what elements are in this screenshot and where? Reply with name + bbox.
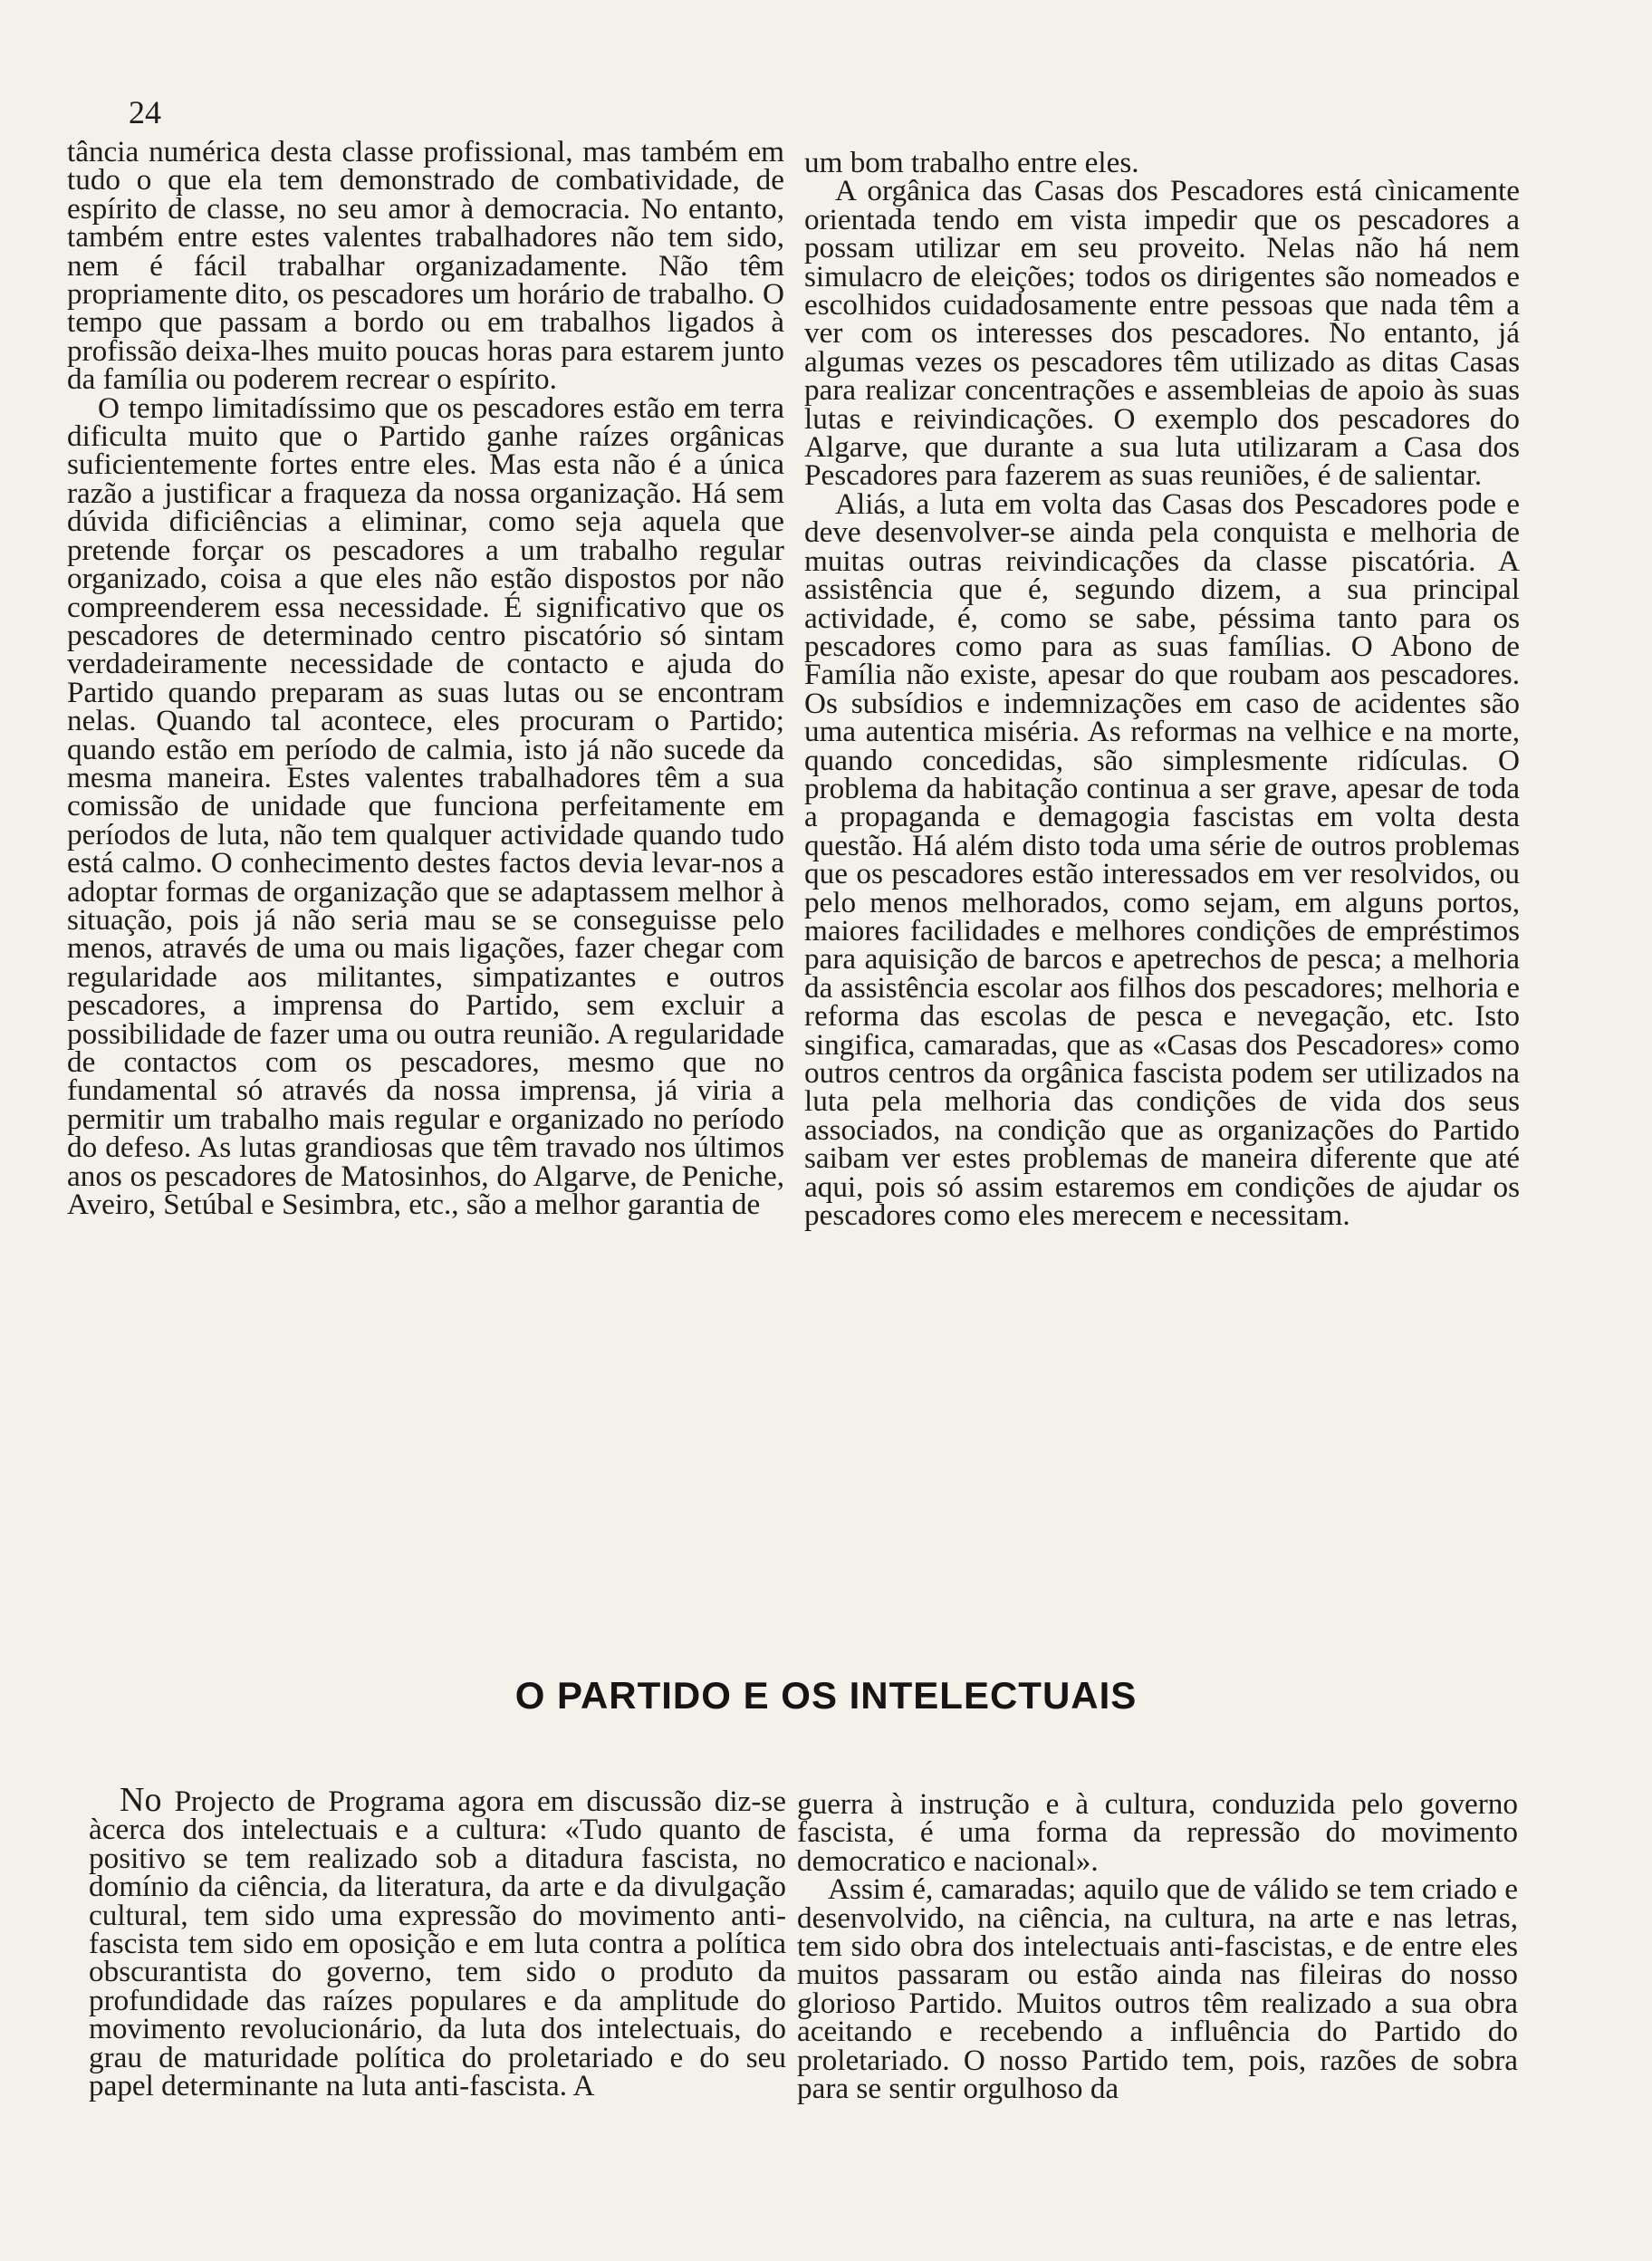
paragraph: A orgânica das Casas dos Pescadores está cìnicamente orientada tendo em vista impedir que os pescadores a possam utilizar em seu proveito. Nelas não há nem simulacro de eleições; todos os dirigentes são nomeados e escolhidos cuidadosamente entre pessoas que nada têm a ver com os interesses dos pescadores. No entanto, já algumas vezes os pescadores têm utilizado as ditas Casas para realizar concentrações e assembleias de apoio às suas lutas e reivindicações. O exemplo dos pescadores do Algarve, que durante a sua luta utilizaram a Casa dos Pescadores para fazerem as suas reuniões, é de salientar. [804, 174, 1520, 493]
paragraph: Assim é, camaradas; aquilo que de válido se tem criado e desenvolvido, na ciência, na cultura, na arte e nas letras, tem sido obra dos intelectuais anti-fascistas, e de entre eles muitos passaram ou estão ainda nas fileiras do nosso glorioso Partido. Muitos outros têm realizado a sua obra aceitando e recebendo a influência do Partido do proletariado. O nosso Partido tem, pois, razões de sobra para se sentir orgulhoso da [797, 1872, 1518, 2106]
page-number: 24 [129, 94, 161, 130]
column-top-left [67, 135, 784, 1222]
paragraph: um bom trabalho entre eles. [804, 146, 1139, 179]
paragraph-text: Projecto de Programa agora em discussão diz-se àcerca dos intelectuais e a cultura: «Tudo quanto de positivo se tem realizado sob a ditadura fascista, no domínio da ciência, da literatura, da arte e da divulgação cultural, tem sido uma expressão do movimento anti-fascista tem sido em oposição e em luta contra a política obscurantista do governo, tem sido o produto da profundidade das raízes populares e da amplitude do movimento revolucionário, da luta dos intelectuais, do grau de maturidade política do proletariado e do seu papel determinante na luta anti-fascista. A [89, 1785, 786, 2103]
column-bottom-left [89, 1781, 786, 2103]
paragraph: Aliás, a luta em volta das Casas dos Pescadores pode e deve desenvolver-se ainda pela conquista e melhoria de muitas outras reivindicações da classe piscatória. A assistência que é, segundo dizem, a sua principal actividade, é, como se sabe, péssima tanto para os pescadores como para as suas famílias. O Abono de Família não existe, apesar do que roubam aos pescadores. Os subsídios e indemnizações em caso de acidentes são uma autentica miséria. As reformas na velhice e na morte, quando concedidas, são simplesmente ridículas. O problema da habitação continua a ser grave, apesar de toda a propaganda e demagogia fascistas em volta desta questão. Há além disto toda uma série de outros problemas que os pescadores estão interessados em ver resolvidos, ou pelo menos melhorados, como sejam, em alguns portos, maiores facilidades e melhores condições de empréstimos para aquisição de barcos e apetrechos de pesca; a melhoria da assistência escolar aos filhos dos pescadores; melhoria e reforma das escolas de pesca e nevegação, etc. Isto singifica, camaradas, que as «Casas dos Pescadores» como outros centros da orgânica fascista podem ser utilizados na luta pela melhoria das condições de vida dos seus associados, na condição que as organizações do Partido saibam ver estes problemas de maneira diferente que até aqui, pois só assim estaremos em condições de ajudar os pescadores como eles merecem e necessitam. [804, 486, 1520, 1233]
paragraph: tância numérica desta classe profissional, mas também em tudo o que ela tem demonstrado de combatividade, de espírito de classe, no seu amor à democracia. No entanto, também entre estes valentes trabalhadores não tem sido, nem é fácil trabalhar organizadamente. Não têm propriamente dito, os pescadores um horário de trabalho. O tempo que passam a bordo ou em trabalhos ligados à profissão deixa-lhes muito poucas horas para estarem junto da família ou poderem recrear o espírito. [67, 135, 784, 397]
column-top-right [804, 146, 1520, 1233]
lead-word: No [120, 1781, 162, 1819]
section-heading: O PARTIDO E OS INTELECTUAIS [514, 1674, 1138, 1717]
column-bottom-right [797, 1787, 1518, 2106]
paragraph: O tempo limitadíssimo que os pescadores estão em terra dificulta muito que o Partido ganhe raízes orgânicas suficientemente fortes entre eles. Mas esta não é a única razão a justificar a fraqueza da nossa organização. Há sem dúvida dificiências a eliminar, como seja aquela que pretende forçar os pescadores a um trabalho regular organizado, coisa a que eles não estão dispostos por não compreenderem essa necessidade. É significativo que os pescadores de determinado centro piscatório só sintam verdadeiramente necessidade de contacto e ajuda do Partido quando preparam as suas lutas ou se encontram nelas. Quando tal acontece, eles procuram o Partido; quando estão em período de calmia, isto já não sucede da mesma maneira. Estes valentes trabalhadores têm a sua comissão de unidade que funciona perfeitamente em períodos de luta, não tem qualquer actividade quando tudo está calmo. O conhecimento destes factos devia levar-nos a adoptar formas de organização que se adaptassem melhor à situação, pois já não seria mau se se conseguisse pelo menos, através de uma ou mais ligações, fazer chegar com regularidade aos militantes, simpatizantes e outros pescadores, a imprensa do Partido, sem excluir a possibilidade de fazer uma ou outra reunião. A regularidade de contactos com os pescadores, mesmo que no fundamental só através da nossa imprensa, já viria a permitir um trabalho mais regular e organizado no período do defeso. As lutas grandiosas que têm travado nos últimos anos os pescadores de Matosinhos, do Algarve, de Peniche, Aveiro, Setúbal e Sesimbra, etc., são a melhor garantia de [67, 390, 784, 1222]
paragraph: guerra à instrução e à cultura, conduzida pelo governo fascista, é uma forma da repressão do movimento democratico e nacional». [797, 1787, 1518, 1878]
paragraph [89, 1781, 786, 2103]
